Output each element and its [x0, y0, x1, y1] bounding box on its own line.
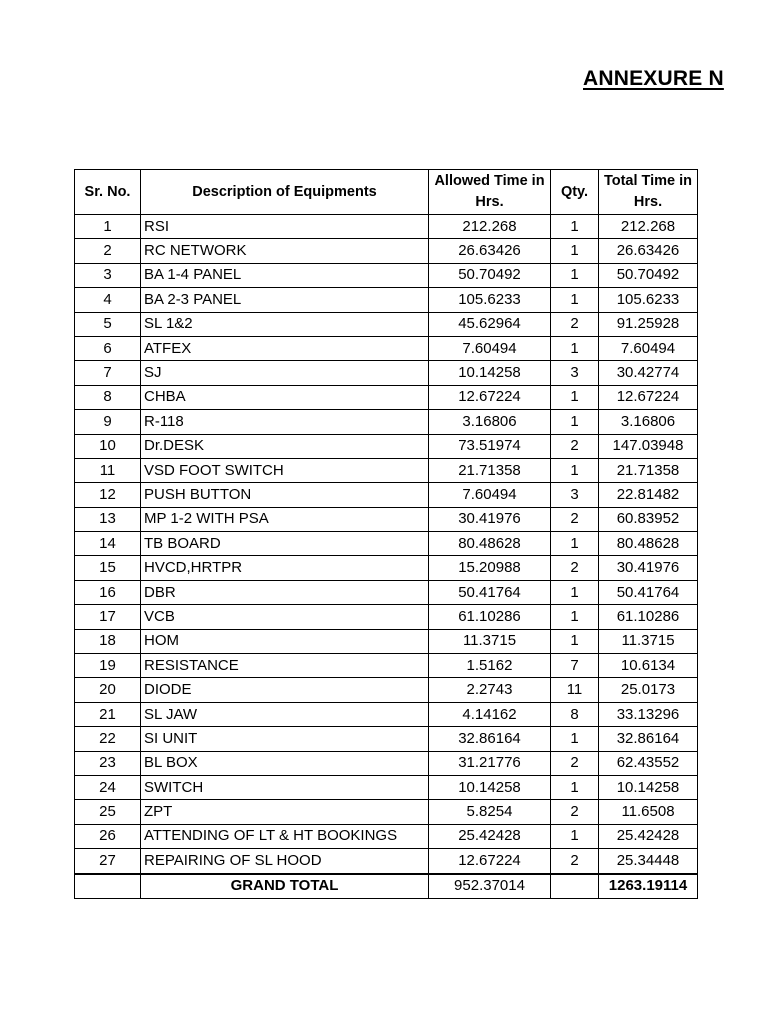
row-allowed-time: 11.3715: [429, 629, 551, 653]
grand-total-row: [75, 874, 698, 899]
row-qty: 2: [551, 849, 599, 874]
row-description: ATTENDING OF LT & HT BOOKINGS: [141, 824, 429, 848]
header-description: Description of Equipments: [141, 170, 429, 215]
row-sr-no: 13: [75, 507, 141, 531]
row-description: SL JAW: [141, 702, 429, 726]
table-row: [75, 580, 698, 604]
row-qty: 1: [551, 727, 599, 751]
row-qty: 1: [551, 605, 599, 629]
table-row: [75, 800, 698, 824]
table-row: [75, 410, 698, 434]
row-allowed-time: 31.21776: [429, 751, 551, 775]
table-row: [75, 556, 698, 580]
row-allowed-time: 7.60494: [429, 336, 551, 360]
row-total-time: 11.6508: [599, 800, 698, 824]
row-allowed-time: 45.62964: [429, 312, 551, 336]
row-description: REPAIRING OF SL HOOD: [141, 849, 429, 874]
row-qty: 11: [551, 678, 599, 702]
row-total-time: 12.67224: [599, 385, 698, 409]
row-allowed-time: 80.48628: [429, 532, 551, 556]
row-total-time: 105.6233: [599, 288, 698, 312]
row-sr-no: 22: [75, 727, 141, 751]
row-sr-no: 9: [75, 410, 141, 434]
grand-total-label: GRAND TOTAL: [141, 874, 429, 899]
table-row: [75, 751, 698, 775]
row-description: CHBA: [141, 385, 429, 409]
row-description: SWITCH: [141, 775, 429, 799]
row-description: PUSH BUTTON: [141, 483, 429, 507]
row-description: R-118: [141, 410, 429, 434]
row-allowed-time: 30.41976: [429, 507, 551, 531]
row-total-time: 25.42428: [599, 824, 698, 848]
row-total-time: 60.83952: [599, 507, 698, 531]
row-sr-no: 19: [75, 654, 141, 678]
grand-total-sr: [75, 874, 141, 899]
row-total-time: 61.10286: [599, 605, 698, 629]
row-qty: 1: [551, 239, 599, 263]
row-allowed-time: 1.5162: [429, 654, 551, 678]
row-sr-no: 12: [75, 483, 141, 507]
row-total-time: 212.268: [599, 215, 698, 239]
row-sr-no: 25: [75, 800, 141, 824]
table-row: [75, 629, 698, 653]
row-allowed-time: 50.70492: [429, 263, 551, 287]
row-sr-no: 10: [75, 434, 141, 458]
row-qty: 1: [551, 385, 599, 409]
row-description: RC NETWORK: [141, 239, 429, 263]
row-description: DIODE: [141, 678, 429, 702]
table-row: [75, 824, 698, 848]
table-row: [75, 507, 698, 531]
row-total-time: 25.0173: [599, 678, 698, 702]
row-qty: 1: [551, 532, 599, 556]
row-sr-no: 3: [75, 263, 141, 287]
table-row: [75, 702, 698, 726]
row-description: SJ: [141, 361, 429, 385]
row-sr-no: 2: [75, 239, 141, 263]
row-description: TB BOARD: [141, 532, 429, 556]
row-qty: 1: [551, 824, 599, 848]
row-qty: 2: [551, 751, 599, 775]
row-qty: 1: [551, 288, 599, 312]
row-total-time: 26.63426: [599, 239, 698, 263]
row-sr-no: 23: [75, 751, 141, 775]
table-row: [75, 775, 698, 799]
row-qty: 1: [551, 215, 599, 239]
row-sr-no: 11: [75, 458, 141, 482]
row-qty: 1: [551, 263, 599, 287]
row-total-time: 80.48628: [599, 532, 698, 556]
row-qty: 8: [551, 702, 599, 726]
row-total-time: 10.14258: [599, 775, 698, 799]
row-description: ATFEX: [141, 336, 429, 360]
row-qty: 2: [551, 556, 599, 580]
row-description: Dr.DESK: [141, 434, 429, 458]
row-sr-no: 18: [75, 629, 141, 653]
row-sr-no: 15: [75, 556, 141, 580]
row-total-time: 91.25928: [599, 312, 698, 336]
row-sr-no: 27: [75, 849, 141, 874]
row-description: HOM: [141, 629, 429, 653]
row-qty: 1: [551, 580, 599, 604]
row-allowed-time: 12.67224: [429, 385, 551, 409]
row-qty: 3: [551, 483, 599, 507]
page-title: ANNEXURE N: [583, 67, 724, 90]
row-allowed-time: 10.14258: [429, 775, 551, 799]
row-sr-no: 5: [75, 312, 141, 336]
row-total-time: 50.41764: [599, 580, 698, 604]
row-allowed-time: 4.14162: [429, 702, 551, 726]
row-qty: 1: [551, 410, 599, 434]
row-qty: 1: [551, 336, 599, 360]
table-row: [75, 215, 698, 239]
table-row: [75, 263, 698, 287]
row-total-time: 50.70492: [599, 263, 698, 287]
table-row: [75, 312, 698, 336]
row-allowed-time: 50.41764: [429, 580, 551, 604]
row-qty: 2: [551, 507, 599, 531]
row-description: VCB: [141, 605, 429, 629]
row-total-time: 22.81482: [599, 483, 698, 507]
row-sr-no: 6: [75, 336, 141, 360]
row-total-time: 25.34448: [599, 849, 698, 874]
row-allowed-time: 73.51974: [429, 434, 551, 458]
row-description: HVCD,HRTPR: [141, 556, 429, 580]
row-total-time: 62.43552: [599, 751, 698, 775]
row-sr-no: 8: [75, 385, 141, 409]
row-total-time: 30.42774: [599, 361, 698, 385]
row-description: SL 1&2: [141, 312, 429, 336]
row-description: RSI: [141, 215, 429, 239]
row-allowed-time: 3.16806: [429, 410, 551, 434]
row-allowed-time: 7.60494: [429, 483, 551, 507]
table-row: [75, 336, 698, 360]
grand-total-qty: [551, 874, 599, 899]
row-total-time: 10.6134: [599, 654, 698, 678]
row-qty: 1: [551, 629, 599, 653]
table-row: [75, 605, 698, 629]
table-row: [75, 849, 698, 874]
row-description: ZPT: [141, 800, 429, 824]
row-description: SI UNIT: [141, 727, 429, 751]
header-allowed-time: Allowed Time in Hrs.: [429, 170, 551, 215]
equipment-table: [74, 169, 698, 899]
row-sr-no: 24: [75, 775, 141, 799]
table-row: [75, 532, 698, 556]
row-description: VSD FOOT SWITCH: [141, 458, 429, 482]
row-allowed-time: 10.14258: [429, 361, 551, 385]
row-sr-no: 16: [75, 580, 141, 604]
table-row: [75, 288, 698, 312]
table-row: [75, 727, 698, 751]
table-row: [75, 654, 698, 678]
table-row: [75, 385, 698, 409]
row-allowed-time: 12.67224: [429, 849, 551, 874]
row-description: MP 1-2 WITH PSA: [141, 507, 429, 531]
row-allowed-time: 5.8254: [429, 800, 551, 824]
row-allowed-time: 21.71358: [429, 458, 551, 482]
row-total-time: 147.03948: [599, 434, 698, 458]
row-total-time: 7.60494: [599, 336, 698, 360]
row-total-time: 30.41976: [599, 556, 698, 580]
row-qty: 3: [551, 361, 599, 385]
row-description: BA 1-4 PANEL: [141, 263, 429, 287]
row-total-time: 3.16806: [599, 410, 698, 434]
row-allowed-time: 61.10286: [429, 605, 551, 629]
row-allowed-time: 105.6233: [429, 288, 551, 312]
table-row: [75, 483, 698, 507]
row-total-time: 33.13296: [599, 702, 698, 726]
row-description: RESISTANCE: [141, 654, 429, 678]
grand-total-total: 1263.19114: [599, 874, 698, 899]
header-qty: Qty.: [551, 170, 599, 215]
row-qty: 7: [551, 654, 599, 678]
row-sr-no: 4: [75, 288, 141, 312]
row-sr-no: 17: [75, 605, 141, 629]
grand-total-allowed: 952.37014: [429, 874, 551, 899]
row-qty: 2: [551, 434, 599, 458]
row-sr-no: 1: [75, 215, 141, 239]
row-sr-no: 20: [75, 678, 141, 702]
row-qty: 2: [551, 800, 599, 824]
row-description: BA 2-3 PANEL: [141, 288, 429, 312]
header-total-time: Total Time in Hrs.: [599, 170, 698, 215]
row-description: BL BOX: [141, 751, 429, 775]
row-allowed-time: 212.268: [429, 215, 551, 239]
table-row: [75, 361, 698, 385]
row-qty: 1: [551, 775, 599, 799]
table-header-row: [75, 170, 698, 215]
table-row: [75, 678, 698, 702]
row-qty: 2: [551, 312, 599, 336]
row-sr-no: 21: [75, 702, 141, 726]
row-qty: 1: [551, 458, 599, 482]
table-row: [75, 434, 698, 458]
row-allowed-time: 25.42428: [429, 824, 551, 848]
row-sr-no: 26: [75, 824, 141, 848]
row-allowed-time: 32.86164: [429, 727, 551, 751]
row-description: DBR: [141, 580, 429, 604]
row-sr-no: 7: [75, 361, 141, 385]
row-total-time: 32.86164: [599, 727, 698, 751]
row-total-time: 11.3715: [599, 629, 698, 653]
row-allowed-time: 2.2743: [429, 678, 551, 702]
row-allowed-time: 26.63426: [429, 239, 551, 263]
row-sr-no: 14: [75, 532, 141, 556]
table-row: [75, 239, 698, 263]
table-row: [75, 458, 698, 482]
row-total-time: 21.71358: [599, 458, 698, 482]
row-allowed-time: 15.20988: [429, 556, 551, 580]
header-sr-no: Sr. No.: [75, 170, 141, 215]
